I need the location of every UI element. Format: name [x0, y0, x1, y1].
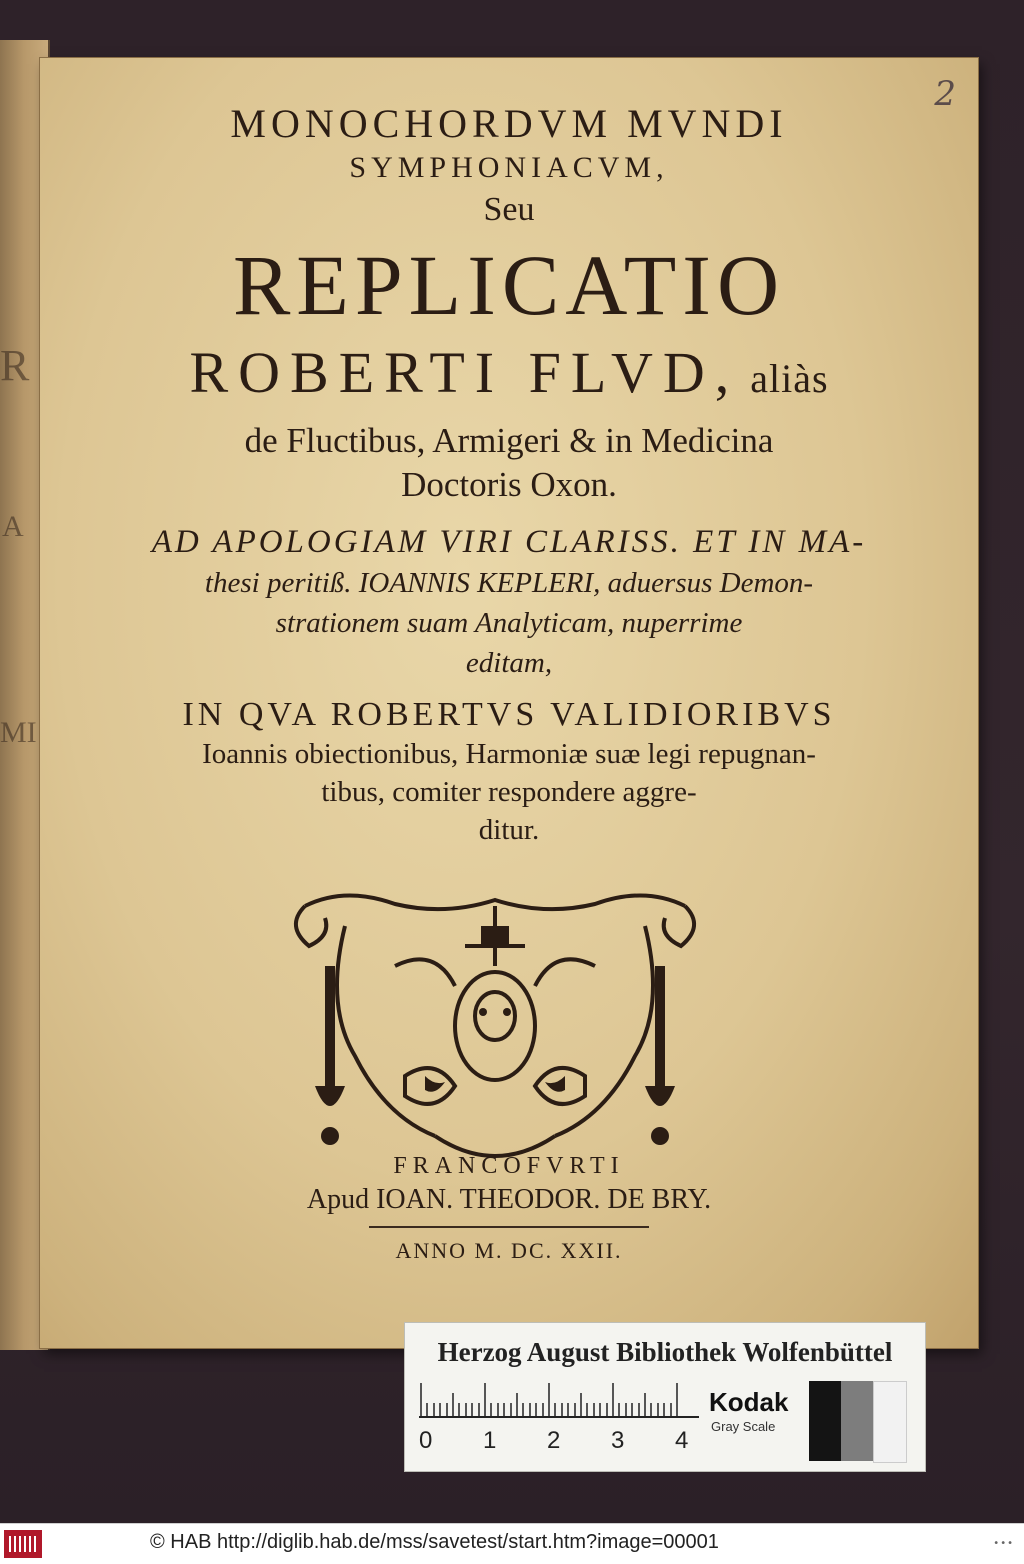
- ruler-number: 4: [675, 1427, 689, 1454]
- title-block: [40, 98, 978, 849]
- imprint: [40, 1153, 978, 1264]
- title-line-11: editam,: [465, 647, 553, 679]
- title-line-2: SYMPHONIACVM,: [349, 151, 669, 184]
- ruler-number: 1: [483, 1427, 497, 1454]
- color-target-card: [404, 1322, 926, 1472]
- copyright-url[interactable]: © HAB http://diglib.hab.de/mss/savetest/start.htm?image=00001: [150, 1531, 719, 1553]
- author-alias: aliàs: [739, 356, 829, 401]
- title-line-13: Ioannis obiectionibus, Harmoniæ suæ legi repugnan-: [202, 738, 816, 770]
- author-line: [40, 333, 978, 419]
- ruler-number: 2: [547, 1427, 561, 1454]
- viewer-footer: [0, 1523, 1024, 1564]
- imprint-rule: [369, 1226, 649, 1228]
- ruler-numbers: [413, 1427, 713, 1453]
- imprint-year: ANNO M. DC. XXII.: [395, 1238, 623, 1263]
- title-line-12: IN QVA ROBERTVS VALIDIORIBVS: [182, 696, 836, 733]
- title-page: [40, 58, 978, 1348]
- library-name: Herzog August Bibliothek Wolfenbüttel: [437, 1337, 893, 1367]
- title-line-1: MONOCHORDVM MVNDI: [230, 101, 788, 146]
- folio-number: 2: [934, 74, 956, 114]
- title-line-9: thesi peritiß. IOANNIS KEPLERI, aduersus Demon-: [204, 567, 814, 599]
- author-name: ROBERTI FLVD,: [189, 340, 740, 405]
- title-line-14: tibus, comiter respondere aggre-: [321, 776, 697, 808]
- kodak-brand: Kodak: [709, 1387, 789, 1417]
- more-options-icon[interactable]: •••: [993, 1538, 1014, 1549]
- title-line-8: AD APOLOGIAM VIRI CLARISS. ET IN MA-: [151, 524, 867, 560]
- title-line-6: de Fluctibus, Armigeri & in Medicina: [244, 421, 774, 460]
- title-line-10: strationem suam Analyticam, nuperrime: [275, 607, 743, 639]
- title-line-7: Doctoris Oxon.: [401, 465, 617, 504]
- imprint-printer: Apud IOAN. THEODOR. DE BRY.: [306, 1184, 712, 1215]
- ghost-letter: MI: [0, 716, 37, 749]
- main-title: REPLICATIO: [232, 237, 786, 333]
- ghost-letter: A: [2, 510, 24, 543]
- ruler-number: 3: [611, 1427, 625, 1454]
- gray-swatch-black: [809, 1381, 841, 1461]
- title-line-3: Seu: [483, 191, 535, 228]
- kodak-subtitle: Gray Scale: [711, 1419, 776, 1434]
- hab-logo-icon[interactable]: [4, 1530, 42, 1558]
- imprint-place: FRANCOFVRTI: [393, 1153, 625, 1179]
- title-line-15: ditur.: [478, 814, 540, 846]
- printers-ornament-icon: [285, 886, 705, 1186]
- ruler-number: 0: [419, 1427, 433, 1454]
- gray-swatch-white: [873, 1381, 907, 1463]
- gray-swatch-mid: [841, 1381, 873, 1461]
- measurement-ruler-icon: [419, 1383, 699, 1419]
- ghost-letter: R: [0, 341, 30, 390]
